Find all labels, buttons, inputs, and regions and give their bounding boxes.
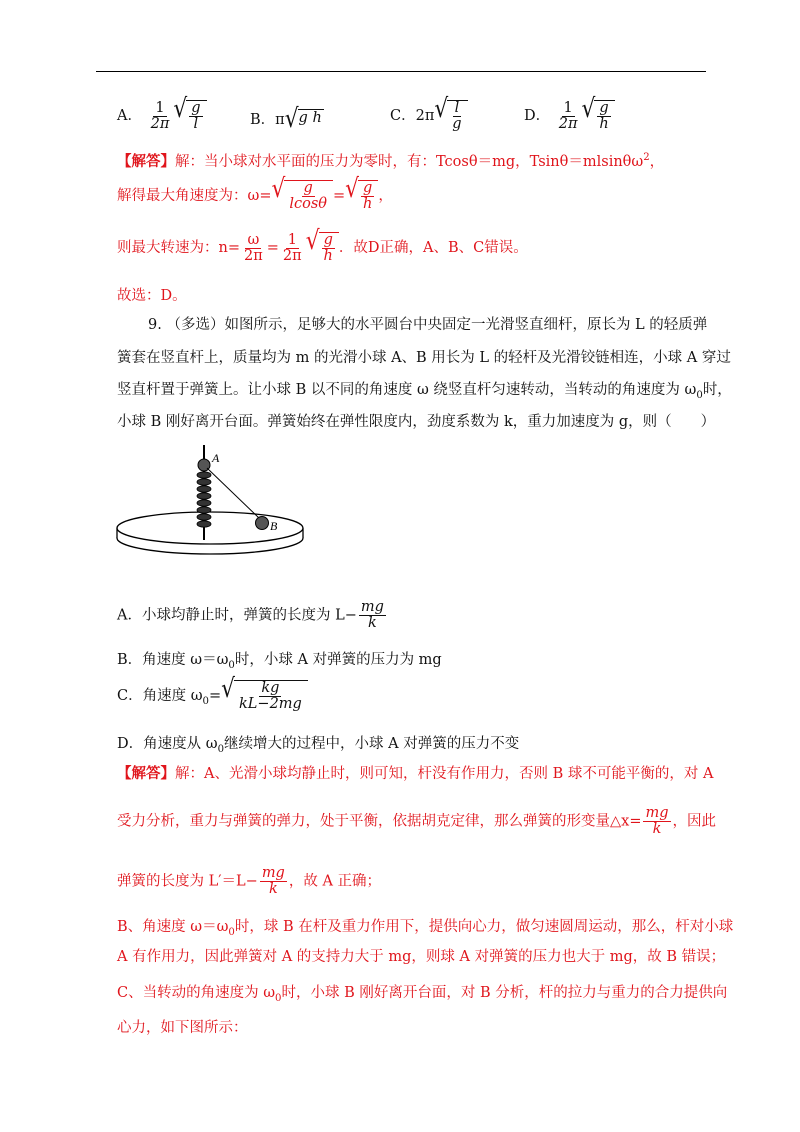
turntable-figure: [110, 440, 310, 565]
option-text: D．角速度从 ω: [117, 736, 218, 752]
option-b-sqrt: [284, 104, 324, 135]
num: g: [191, 100, 201, 116]
num: mg: [261, 865, 285, 881]
option-c-label: C．: [390, 108, 416, 125]
option-d-sqrt: [581, 94, 615, 133]
light-rod: [207, 468, 260, 519]
den: 2π: [244, 247, 263, 264]
superscript: 2: [643, 152, 650, 164]
num: g: [303, 180, 313, 196]
num: g: [363, 180, 373, 196]
question-text-end: 时，: [702, 382, 732, 398]
answer-tag: 【解答】: [117, 765, 175, 782]
sqrt-sign: √: [345, 174, 360, 205]
den: kL−2mg: [239, 696, 302, 713]
num: 1: [287, 231, 297, 248]
header-rule: [96, 71, 706, 72]
sqrt-expr: [271, 174, 333, 213]
radicand: g h: [298, 109, 324, 131]
equals: =: [266, 240, 279, 257]
answer9-line4: [117, 915, 733, 938]
num: l: [454, 100, 460, 116]
subscript: 0: [696, 389, 703, 401]
sqrt-expr-2: [345, 174, 378, 213]
option-c: [390, 94, 468, 133]
sqrt-sign: √: [221, 674, 235, 705]
fraction: [260, 866, 287, 897]
den: lcosθ: [289, 196, 328, 213]
answer-text-end: ，: [378, 188, 393, 205]
option-a-label: A．: [117, 108, 142, 125]
sqrt-sign: √: [271, 174, 286, 205]
question9-option-c: [117, 674, 308, 713]
subscript: 0: [202, 696, 209, 708]
num: 1: [155, 99, 165, 116]
label-a: A: [212, 451, 220, 465]
option-d: [524, 94, 615, 133]
spring: [197, 472, 211, 527]
num: g: [323, 232, 333, 248]
sqrt-expr: [221, 674, 308, 713]
sqrt-sign: √: [284, 104, 299, 135]
ball-b: [256, 517, 269, 530]
den: k: [652, 821, 662, 838]
subscript: 0: [228, 926, 235, 938]
answer-text-end: ，: [649, 154, 665, 170]
option-text-end: 时，小球 A 对弹簧的压力为 mg: [234, 652, 442, 668]
answer8-line3: [117, 226, 528, 265]
question9-option-b: [117, 648, 442, 671]
sqrt-sign: √: [173, 94, 188, 125]
question9-option-d: [117, 732, 519, 755]
answer-text: 受力分析，重力与弹簧的弹力，处于平衡，依据胡克定律，那么弹簧的形变量△x=: [117, 813, 642, 830]
den: h: [599, 116, 609, 133]
option-a: [117, 94, 207, 133]
answer-text-end: ．故D正确，A、B、C错误。: [338, 240, 528, 257]
answer-text: B、角速度 ω＝ω: [117, 919, 229, 935]
twopi: 2π: [415, 108, 435, 125]
option-text: B．角速度 ω＝ω: [117, 652, 229, 668]
answer-tag: 【解答】: [117, 153, 175, 170]
option-b-label: B．: [250, 112, 276, 128]
label-b: B: [270, 519, 278, 533]
option-a-fraction: [149, 101, 172, 132]
answer-text: 解得最大角速度为：ω=: [117, 188, 272, 205]
sqrt-expr: [305, 226, 339, 265]
den: h: [363, 196, 373, 213]
answer8-line4: 故选：D。: [117, 288, 187, 304]
answer9-line7: 心力，如下图所示：: [117, 1020, 248, 1036]
answer-text: C、当转动的角速度为 ω: [117, 985, 276, 1001]
pi-symbol: π: [275, 112, 285, 128]
sqrt-sign: √: [581, 94, 596, 125]
subscript: 0: [228, 659, 235, 671]
option-b: [250, 104, 324, 135]
option-text: C．角速度 ω: [117, 688, 203, 705]
answer-text-end: 时，小球 B 刚好离开台面，对 B 分析，杆的拉力与重力的合力提供向: [281, 985, 728, 1001]
num: g: [599, 100, 609, 116]
num: mg: [360, 599, 384, 615]
question9-line1: [148, 313, 707, 334]
option-d-fraction: [557, 101, 580, 132]
den: g: [452, 116, 462, 133]
question9-option-a: [117, 600, 388, 631]
question-number: 9.: [148, 317, 162, 333]
den: h: [323, 248, 333, 265]
answer9-line1: [117, 762, 713, 783]
option-text: A．小球均静止时，弹簧的长度为 L−: [117, 607, 357, 624]
answer-text: 解：A、光滑小球均静止时，则可知，杆没有作用力，否则 B 球不可能平衡的，对 A: [175, 766, 714, 782]
answer-text: 解：当小球对水平面的压力为零时，有：Tcosθ＝mg，Tsinθ＝mlsinθω: [175, 154, 644, 170]
fraction: [643, 806, 670, 837]
num: kg: [261, 680, 280, 696]
answer-text-end: 时，球 B 在杆及重力作用下，提供向心力，做匀速圆周运动，那么，杆对小球: [234, 919, 734, 935]
option-a-sqrt: [173, 94, 206, 133]
den: l: [193, 116, 199, 133]
num: 1: [563, 99, 573, 116]
answer8-line2: [117, 174, 393, 213]
subscript: 0: [275, 992, 282, 1004]
fraction: [242, 233, 265, 264]
option-text-end: 继续增大的过程中，小球 A 对弹簧的压力不变: [224, 736, 520, 752]
den: k: [268, 881, 278, 898]
equals: =: [333, 188, 346, 205]
answer9-line2: [117, 806, 716, 837]
den: 2π: [150, 115, 170, 132]
question9-line3: [117, 378, 732, 401]
den: k: [367, 615, 377, 632]
answer-text: 弹簧的长度为 L′＝L−: [117, 873, 258, 890]
den: 2π: [282, 247, 302, 264]
sqrt-sign: √: [434, 94, 449, 125]
num: mg: [645, 805, 669, 821]
answer9-line3: [117, 866, 381, 897]
den: 2π: [558, 115, 578, 132]
fraction: [359, 600, 386, 631]
subscript: 0: [217, 743, 225, 755]
answer-text-end: ，故 A 正确；: [288, 873, 382, 890]
question-text: （多选）如图所示，足够大的水平圆台中央固定一光滑竖直细杆，原长为 L 的轻质弹: [166, 317, 708, 333]
question9-line2: 簧套在竖直杆上，质量均为 m 的光滑小球 A、B 用长为 L 的轻杆及光滑铰链相连，小球 A 穿过: [117, 350, 731, 366]
sqrt-sign: √: [305, 226, 320, 257]
answer-text: 则最大转速为：n=: [117, 240, 240, 257]
question9-line4: 小球 B 刚好离开台面。弹簧始终在弹性限度内，劲度系数为 k，重力加速度为 g，则（ ）: [117, 414, 716, 430]
equals: =: [208, 688, 222, 705]
option-c-sqrt: [434, 94, 467, 133]
answer9-line5: A 有作用力，因此弹簧对 A 的支持力大于 mg，则球 A 对弹簧的压力也大于 mg，故 B 错误；: [117, 949, 726, 965]
num: ω: [247, 231, 260, 248]
option-d-label: D．: [524, 108, 551, 125]
fraction-2: [281, 233, 304, 264]
answer9-line6: [117, 981, 727, 1004]
answer8-line1: [117, 150, 664, 171]
answer-text-end: ，因此: [672, 813, 717, 830]
question-text: 竖直杆置于弹簧上。让小球 B 以不同的角速度 ω 绕竖直杆匀速转动，当转动的角速度为 ω: [117, 382, 697, 398]
